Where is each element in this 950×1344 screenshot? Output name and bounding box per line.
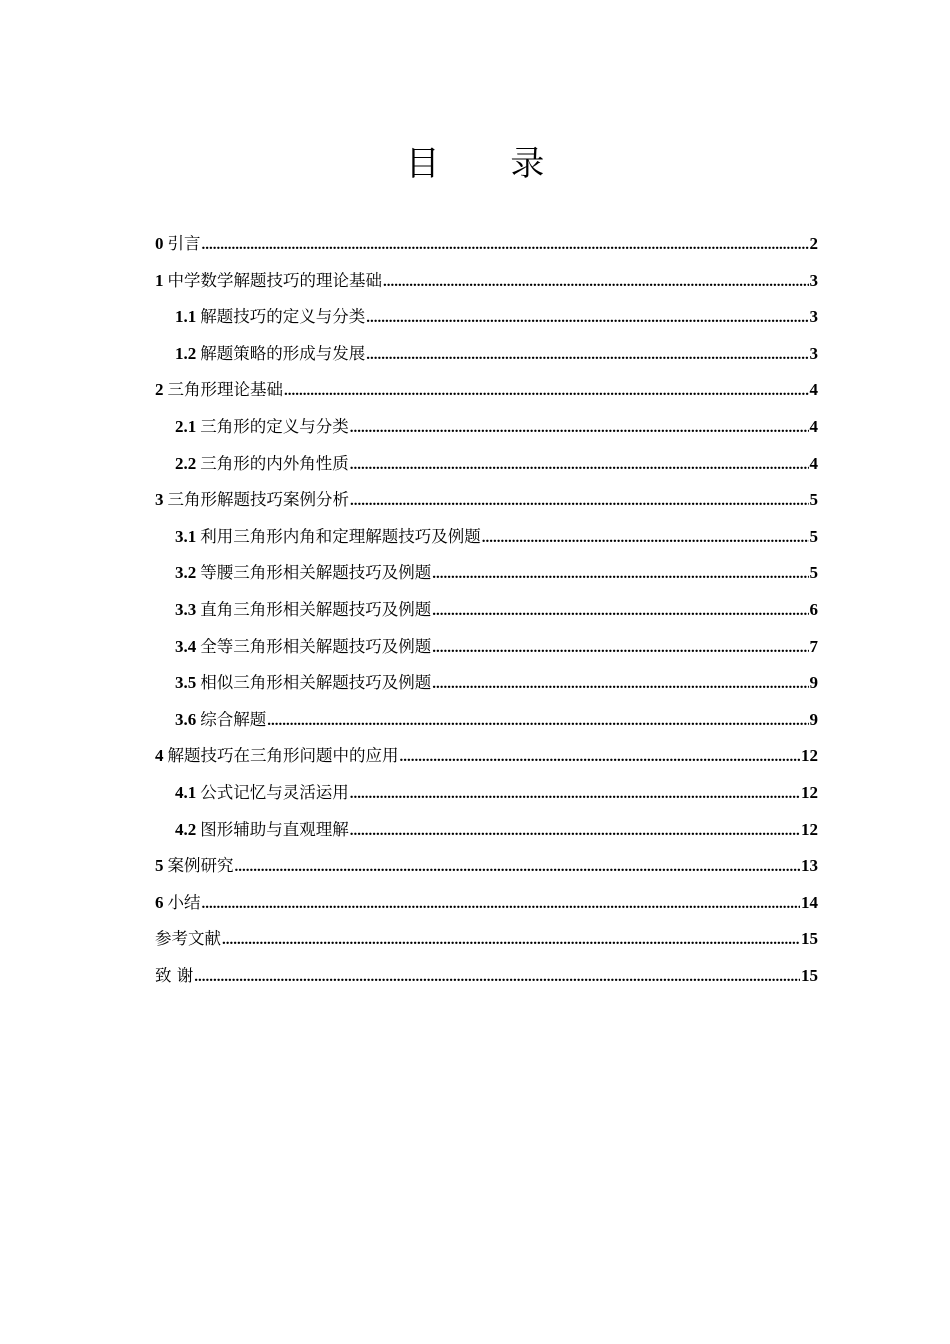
toc-section-title: 小结 xyxy=(167,892,201,912)
toc-section-title: 解题技巧在三角形问题中的应用 xyxy=(167,746,399,766)
toc-dot-leader xyxy=(202,226,809,264)
toc-dot-leader xyxy=(350,446,809,484)
toc-dot-leader xyxy=(383,263,809,301)
toc-dot-leader xyxy=(482,519,809,557)
page-title: 目 录 xyxy=(405,144,575,184)
toc-entry[interactable] xyxy=(155,482,818,519)
toc-entry[interactable] xyxy=(155,738,818,775)
toc-section-title: 直角三角形相关解题技巧及例题 xyxy=(200,599,432,619)
toc-section-number: 1.1 xyxy=(175,307,197,327)
toc-dot-leader xyxy=(350,409,809,447)
toc-section-title: 中学数学解题技巧的理论基础 xyxy=(167,270,382,290)
toc-page-number: 4 xyxy=(809,416,818,436)
toc-section-number: 3 xyxy=(155,490,164,510)
toc-section-title: 解题技巧的定义与分类 xyxy=(200,307,366,327)
toc-entry[interactable] xyxy=(155,958,818,995)
toc-dot-leader xyxy=(432,665,808,703)
toc-section-number: 4 xyxy=(155,746,164,766)
toc-dot-leader xyxy=(400,738,801,776)
toc-entry[interactable] xyxy=(155,226,818,263)
toc-section-title: 三角形理论基础 xyxy=(167,380,283,400)
toc-entry[interactable] xyxy=(155,555,818,592)
toc-section-title: 综合解题 xyxy=(200,709,267,729)
toc-entry[interactable] xyxy=(155,921,818,958)
toc-dot-leader xyxy=(350,812,800,850)
toc-section-number: 6 xyxy=(155,892,164,912)
toc-entry[interactable] xyxy=(155,372,818,409)
toc-entry[interactable] xyxy=(155,885,818,922)
toc-dot-leader xyxy=(432,629,808,667)
toc-section-number: 2.1 xyxy=(175,416,197,436)
toc-entry[interactable] xyxy=(155,263,818,300)
toc-section-number: 2 xyxy=(155,380,164,400)
toc-entry[interactable] xyxy=(155,775,818,812)
toc-dot-leader xyxy=(222,921,800,959)
toc-section-title: 全等三角形相关解题技巧及例题 xyxy=(200,636,432,656)
toc-section-number: 3.3 xyxy=(175,599,197,619)
toc-page-number: 3 xyxy=(809,343,818,363)
toc-section-number: 4.1 xyxy=(175,782,197,802)
toc-entry[interactable] xyxy=(155,592,818,629)
toc-section-title: 三角形解题技巧案例分析 xyxy=(167,490,349,510)
toc-entry[interactable] xyxy=(155,812,818,849)
toc-entry[interactable] xyxy=(155,409,818,446)
toc-page-number: 9 xyxy=(809,673,818,693)
toc-section-number: 5 xyxy=(155,856,164,876)
toc-page-number: 2 xyxy=(809,234,818,253)
toc-page-number: 4 xyxy=(809,453,818,473)
toc-page-number: 13 xyxy=(801,856,818,876)
toc-section-title: 三角形的内外角性质 xyxy=(200,453,349,473)
toc-section-title: 公式记忆与灵活运用 xyxy=(200,782,349,802)
toc-entry[interactable] xyxy=(155,629,818,666)
toc-section-title: 致 谢 xyxy=(155,965,194,985)
toc-section-number: 4.2 xyxy=(175,819,197,839)
toc-section-title: 解题策略的形成与发展 xyxy=(200,343,366,363)
toc-page-number: 7 xyxy=(809,636,818,656)
toc-entry[interactable] xyxy=(155,446,818,483)
toc-section-number: 3.1 xyxy=(175,526,197,546)
toc-dot-leader xyxy=(366,299,808,337)
toc-section-title: 引言 xyxy=(167,234,201,253)
toc-section-number: 0 xyxy=(155,234,164,253)
toc-entry[interactable] xyxy=(155,519,818,556)
toc-section-title: 相似三角形相关解题技巧及例题 xyxy=(200,673,432,693)
toc-dot-leader xyxy=(194,958,800,996)
toc-page-number: 12 xyxy=(801,782,818,802)
toc-page-number: 4 xyxy=(809,380,818,400)
toc-page-number: 5 xyxy=(809,526,818,546)
toc-section-number: 2.2 xyxy=(175,453,197,473)
toc-page-number: 3 xyxy=(809,270,818,290)
toc-dot-leader xyxy=(432,555,808,593)
toc-dot-leader xyxy=(284,372,809,410)
toc-page-number: 15 xyxy=(801,929,818,949)
toc-page-number: 3 xyxy=(809,307,818,327)
toc-entry[interactable] xyxy=(155,299,818,336)
toc-section-title: 利用三角形内角和定理解题技巧及例题 xyxy=(200,526,481,546)
toc-entry[interactable] xyxy=(155,702,818,739)
toc-dot-leader xyxy=(350,482,809,520)
toc-dot-leader xyxy=(202,885,801,923)
toc-section-title: 三角形的定义与分类 xyxy=(200,416,349,436)
toc-entry[interactable] xyxy=(155,848,818,885)
toc-entry[interactable] xyxy=(155,336,818,373)
toc-section-number: 1.2 xyxy=(175,343,197,363)
toc-page-number: 5 xyxy=(809,490,818,510)
toc-section-number: 1 xyxy=(155,270,164,290)
table-of-contents xyxy=(155,226,818,994)
toc-section-number: 3.5 xyxy=(175,673,197,693)
toc-dot-leader xyxy=(432,592,808,630)
toc-page-number: 14 xyxy=(801,892,818,912)
toc-page-number: 5 xyxy=(809,563,818,583)
toc-page-number: 9 xyxy=(809,709,818,729)
toc-page-number: 12 xyxy=(801,819,818,839)
toc-dot-leader xyxy=(350,775,800,813)
toc-page-number: 6 xyxy=(809,599,818,619)
toc-dot-leader xyxy=(267,702,808,740)
toc-section-title: 等腰三角形相关解题技巧及例题 xyxy=(200,563,432,583)
toc-dot-leader xyxy=(366,336,808,374)
toc-section-title: 图形辅助与直观理解 xyxy=(200,819,349,839)
toc-section-number: 3.6 xyxy=(175,709,197,729)
toc-page-number: 15 xyxy=(801,965,818,985)
toc-section-number: 3.4 xyxy=(175,636,197,656)
toc-page-number: 12 xyxy=(801,746,818,766)
toc-section-title: 案例研究 xyxy=(167,856,234,876)
toc-section-title: 参考文献 xyxy=(155,929,221,949)
toc-dot-leader xyxy=(235,848,801,886)
toc-section-number: 3.2 xyxy=(175,563,197,583)
toc-entry[interactable] xyxy=(155,665,818,702)
